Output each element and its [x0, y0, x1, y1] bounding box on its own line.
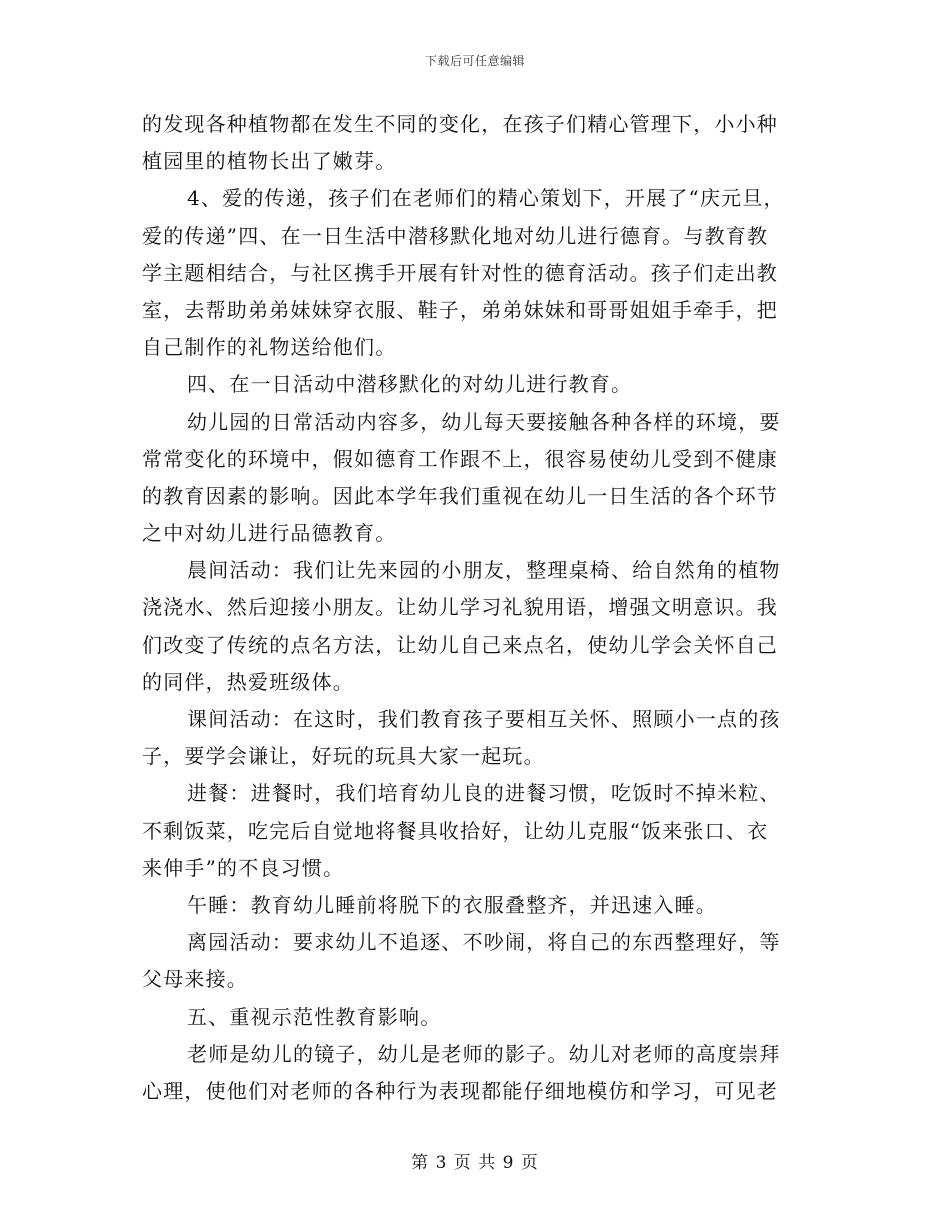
- text-line: 们改变了传统的点名方法，让幼儿自己来点名，使幼儿学会关怀自己: [142, 632, 778, 657]
- text-line: 4、爱的传递，孩子们在老师们的精心策划下，开展了“庆元旦，: [187, 186, 785, 211]
- page-header: 下载后可任意编辑: [424, 54, 525, 68]
- page-footer: 第 3 页 共 9 页: [411, 1153, 539, 1173]
- text-line: 学主题相结合，与社区携手开展有针对性的德育活动。孩子们走出教: [142, 260, 778, 285]
- text-line: 父母来接。: [142, 967, 248, 992]
- body-text: [142, 106, 810, 1110]
- section-heading: 四、在一日活动中潜移默化的对幼儿进行教育。: [187, 372, 633, 397]
- text-line: 离园活动：要求幼儿不追逐、不吵闹，将自己的东西整理好，等: [187, 930, 781, 955]
- text-line: 幼儿园的日常活动内容多，幼儿每天要接触各种各样的环境，要: [187, 409, 781, 434]
- text-line: 课间活动：在这时，我们教育孩子要相互关怀、照顾小一点的孩: [187, 707, 781, 731]
- text-line: 不剩饭菜，吃完后自觉地将餐具收拾好，让幼儿克服“饭来张口、衣: [142, 818, 769, 843]
- text-line: 心理，使他们对老师的各种行为表现都能仔细地模仿和学习，可见老: [142, 1078, 778, 1103]
- text-line: 的发现各种植物都在发生不同的变化，在孩子们精心管理下，小小种: [142, 112, 778, 136]
- text-line: 的教育因素的影响。因此本学年我们重视在幼儿一日生活的各个环节: [142, 483, 778, 508]
- text-line: 室，去帮助弟弟妹妹穿衣服、鞋子，弟弟妹妹和哥哥姐姐手牵手，把: [142, 297, 778, 322]
- text-line: 浇浇水、然后迎接小朋友。让幼儿学习礼貌用语，增强文明意识。我: [142, 595, 778, 620]
- text-line: 进餐：进餐时，我们培育幼儿良的进餐习惯，吃饭时不掉米粒、: [187, 781, 781, 806]
- text-line: 晨间活动：我们让先来园的小朋友，整理桌椅、给自然角的植物: [187, 558, 781, 583]
- section-heading: 五、重视示范性教育影响。: [187, 1004, 442, 1029]
- text-line: 之中对幼儿进行品德教育。: [142, 521, 397, 546]
- text-line: 植园里的植物长出了嫩芽。: [142, 149, 397, 174]
- text-line: 老师是幼儿的镜子，幼儿是老师的影子。幼儿对老师的高度崇拜: [187, 1041, 781, 1066]
- text-line: 的同伴，热爱班级体。: [142, 669, 354, 694]
- text-line: 常常变化的环境中，假如德育工作跟不上，很容易使幼儿受到不健康: [142, 446, 778, 471]
- text-line: 自己制作的礼物送给他们。: [142, 335, 397, 360]
- text-line: 子，要学会谦让，好玩的玩具大家一起玩。: [142, 744, 545, 769]
- text-line: 午睡：教育幼儿睡前将脱下的衣服叠整齐，并迅速入睡。: [187, 892, 717, 917]
- text-line: 来伸手”的不良习惯。: [142, 855, 345, 880]
- text-line: 爱的传递”四、在一日生活中潜移默化地对幼儿进行德育。与教育教: [142, 223, 769, 248]
